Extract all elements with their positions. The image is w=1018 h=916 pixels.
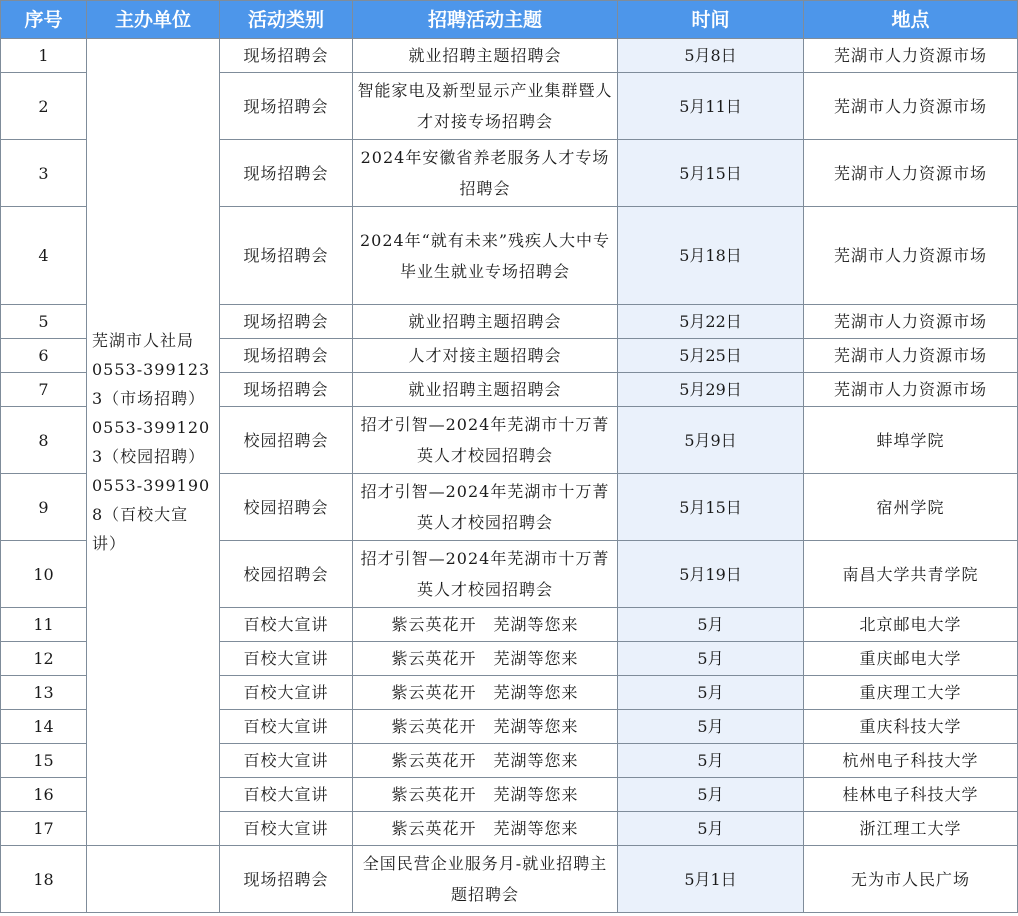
activity-theme: 2024年“就有未来”残疾人大中专毕业生就业专场招聘会 [353, 207, 618, 305]
activity-theme: 就业招聘主题招聘会 [353, 305, 618, 339]
activity-location: 芜湖市人力资源市场 [804, 39, 1018, 73]
row-number: 4 [1, 207, 87, 305]
activity-theme: 紫云英花开 芜湖等您来 [353, 778, 618, 812]
activity-location: 无为市人民广场 [804, 846, 1018, 913]
header-category: 活动类别 [220, 1, 353, 39]
activity-time: 5月18日 [618, 207, 804, 305]
header-no: 序号 [1, 1, 87, 39]
activity-theme: 全国民营企业服务月-就业招聘主题招聘会 [353, 846, 618, 913]
activity-time: 5月25日 [618, 339, 804, 373]
activity-category: 现场招聘会 [220, 39, 353, 73]
row-number: 9 [1, 474, 87, 541]
row-number: 6 [1, 339, 87, 373]
activity-category: 百校大宣讲 [220, 744, 353, 778]
row-number: 15 [1, 744, 87, 778]
activity-time: 5月8日 [618, 39, 804, 73]
organizer-cell-empty [87, 846, 220, 913]
activity-category: 现场招聘会 [220, 373, 353, 407]
activity-theme: 紫云英花开 芜湖等您来 [353, 710, 618, 744]
activity-time: 5月1日 [618, 846, 804, 913]
header-location: 地点 [804, 1, 1018, 39]
activity-time: 5月15日 [618, 140, 804, 207]
activity-time: 5月11日 [618, 73, 804, 140]
row-number: 12 [1, 642, 87, 676]
activity-theme: 就业招聘主题招聘会 [353, 373, 618, 407]
activity-theme: 就业招聘主题招聘会 [353, 39, 618, 73]
organizer-text: 芜湖市人社局 0553-3991233（市场招聘）0553-3991203（校园招聘）0553-3991908（百校大宣讲） [92, 331, 212, 553]
activity-location: 北京邮电大学 [804, 608, 1018, 642]
header-theme: 招聘活动主题 [353, 1, 618, 39]
activity-category: 百校大宣讲 [220, 710, 353, 744]
table-row [1, 846, 1018, 913]
row-number: 10 [1, 541, 87, 608]
activity-location: 芜湖市人力资源市场 [804, 73, 1018, 140]
activity-location: 南昌大学共青学院 [804, 541, 1018, 608]
activity-location: 重庆理工大学 [804, 676, 1018, 710]
row-number: 13 [1, 676, 87, 710]
row-number: 17 [1, 812, 87, 846]
activity-category: 现场招聘会 [220, 305, 353, 339]
activity-theme: 智能家电及新型显示产业集群暨人才对接专场招聘会 [353, 73, 618, 140]
activity-location: 杭州电子科技大学 [804, 744, 1018, 778]
activity-category: 现场招聘会 [220, 207, 353, 305]
activity-location: 重庆邮电大学 [804, 642, 1018, 676]
activity-time: 5月 [618, 778, 804, 812]
activity-theme: 招才引智—2024年芜湖市十万菁英人才校园招聘会 [353, 407, 618, 474]
activity-category: 百校大宣讲 [220, 642, 353, 676]
activity-theme: 紫云英花开 芜湖等您来 [353, 642, 618, 676]
activity-category: 校园招聘会 [220, 541, 353, 608]
activity-time: 5月9日 [618, 407, 804, 474]
activity-time: 5月 [618, 608, 804, 642]
activity-location: 浙江理工大学 [804, 812, 1018, 846]
activity-category: 现场招聘会 [220, 339, 353, 373]
row-number: 7 [1, 373, 87, 407]
row-number: 16 [1, 778, 87, 812]
row-number: 1 [1, 39, 87, 73]
activity-theme: 招才引智—2024年芜湖市十万菁英人才校园招聘会 [353, 474, 618, 541]
activity-time: 5月 [618, 710, 804, 744]
row-number: 11 [1, 608, 87, 642]
activity-location: 芜湖市人力资源市场 [804, 339, 1018, 373]
activity-time: 5月 [618, 642, 804, 676]
row-number: 18 [1, 846, 87, 913]
activity-category: 百校大宣讲 [220, 608, 353, 642]
organizer-cell [87, 39, 220, 846]
activity-location: 芜湖市人力资源市场 [804, 305, 1018, 339]
table-row [1, 39, 1018, 73]
activity-time: 5月 [618, 744, 804, 778]
activity-time: 5月 [618, 676, 804, 710]
activity-category: 百校大宣讲 [220, 778, 353, 812]
header-row [1, 1, 1018, 39]
activity-category: 百校大宣讲 [220, 812, 353, 846]
activity-theme: 2024年安徽省养老服务人才专场招聘会 [353, 140, 618, 207]
activity-category: 现场招聘会 [220, 846, 353, 913]
activity-theme: 紫云英花开 芜湖等您来 [353, 676, 618, 710]
activity-location: 桂林电子科技大学 [804, 778, 1018, 812]
activity-location: 蚌埠学院 [804, 407, 1018, 474]
row-number: 3 [1, 140, 87, 207]
activity-time: 5月22日 [618, 305, 804, 339]
activity-time: 5月29日 [618, 373, 804, 407]
row-number: 8 [1, 407, 87, 474]
activity-category: 现场招聘会 [220, 73, 353, 140]
header-organizer: 主办单位 [87, 1, 220, 39]
activity-theme: 紫云英花开 芜湖等您来 [353, 608, 618, 642]
activity-time: 5月 [618, 812, 804, 846]
activity-theme: 招才引智—2024年芜湖市十万菁英人才校园招聘会 [353, 541, 618, 608]
activity-category: 校园招聘会 [220, 407, 353, 474]
row-number: 14 [1, 710, 87, 744]
header-time: 时间 [618, 1, 804, 39]
activity-location: 重庆科技大学 [804, 710, 1018, 744]
activity-location: 芜湖市人力资源市场 [804, 207, 1018, 305]
activity-time: 5月15日 [618, 474, 804, 541]
row-number: 5 [1, 305, 87, 339]
activity-location: 芜湖市人力资源市场 [804, 373, 1018, 407]
row-number: 2 [1, 73, 87, 140]
activity-category: 百校大宣讲 [220, 676, 353, 710]
activity-theme: 紫云英花开 芜湖等您来 [353, 812, 618, 846]
activity-theme: 人才对接主题招聘会 [353, 339, 618, 373]
activity-category: 现场招聘会 [220, 140, 353, 207]
activity-location: 宿州学院 [804, 474, 1018, 541]
activity-category: 校园招聘会 [220, 474, 353, 541]
activity-theme: 紫云英花开 芜湖等您来 [353, 744, 618, 778]
activity-time: 5月19日 [618, 541, 804, 608]
activity-location: 芜湖市人力资源市场 [804, 140, 1018, 207]
